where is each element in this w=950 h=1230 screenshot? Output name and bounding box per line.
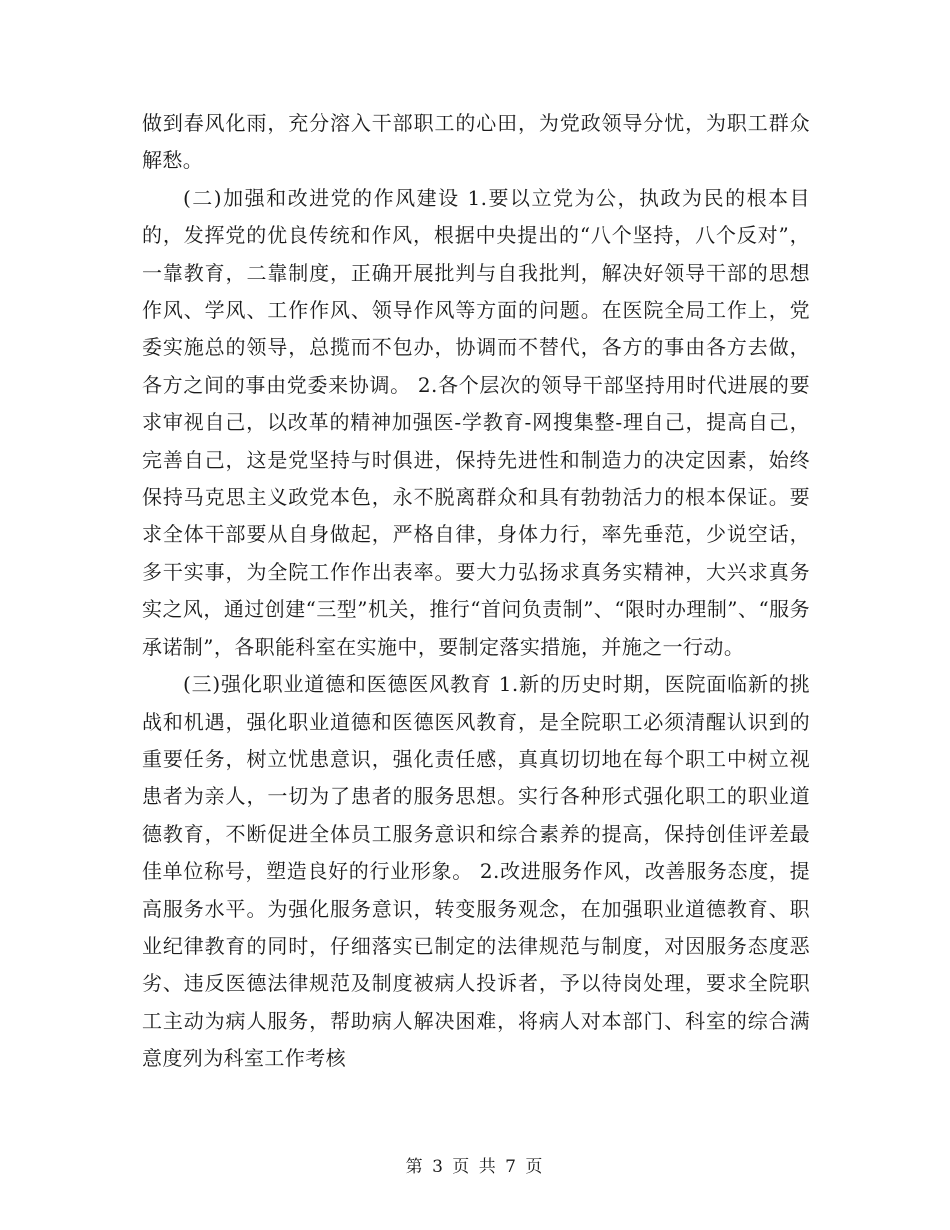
document-body bbox=[142, 105, 810, 1078]
paragraph-style-construction: (二)加强和改进党的作风建设 1.要以立党为公，执政为民的根本目的，发挥党的优良传统和作风，根据中央提出的“八个坚持，八个反对”，一靠教育，二靠制度，正确开展批判与自我批判，解决好领导干部的思想作风、学风、工作作风、领导作风等方面的问题。在医院全局工作上，党委实施总的领导，总揽而不包办，协调而不替代，各方的事由各方去做，各方之间的事由党委来协调。 2.各个层次的领导干部坚持用时代进展的要求审视自己，以改革的精神加强医-学教育-网搜集整-理自己，提高自己，完善自己，这是党坚持与时俱进，保持先进性和制造力的决定因素，始终保持马克思主义政党本色，永不脱离群众和具有勃勃活力的根本保证。要求全体干部要从自身做起，严格自律，身体力行，率先垂范，少说空话，多干实事，为全院工作作出表率。要大力弘扬求真务实精神，大兴求真务实之风，通过创建“三型”机关，推行“首问负责制”、“限时办理制”、“服务承诺制”，各职能科室在实施中，要制定落实措施，并施之一行动。 bbox=[142, 185, 810, 659]
paragraph-continuation: 做到春风化雨，充分溶入干部职工的心田，为党政领导分忧，为职工群众解愁。 bbox=[142, 111, 810, 173]
paragraph-ethics-education: (三)强化职业道德和医德医风教育 1.新的历史时期，医院面临新的挑战和机遇，强化职业道德和医德医风教育，是全院职工必须清醒认识到的重要任务，树立忧患意识，强化责任感，真真切切地在每个职工中树立视患者为亲人，一切为了患者的服务思想。实行各种形式强化职工的职业道德教育，不断促进全体员工服务意识和综合素养的提高，保持创佳评差最佳单位称号，塑造良好的行业形象。 2.改进服务作风，改善服务态度，提高服务水平。为强化服务意识，转变服务观念，在加强职业道德教育、职业纪律教育的同时，仔细落实已制定的法律规范与制度，对因服务态度恶劣、违反医德法律规范及制度被病人投诉者，予以待岗处理，要求全院职工主动为病人服务，帮助病人解决困难，将病人对本部门、科室的综合满意度列为科室工作考核 bbox=[142, 672, 810, 1071]
page-number-footer: 第 3 页 共 7 页 bbox=[405, 1157, 545, 1177]
